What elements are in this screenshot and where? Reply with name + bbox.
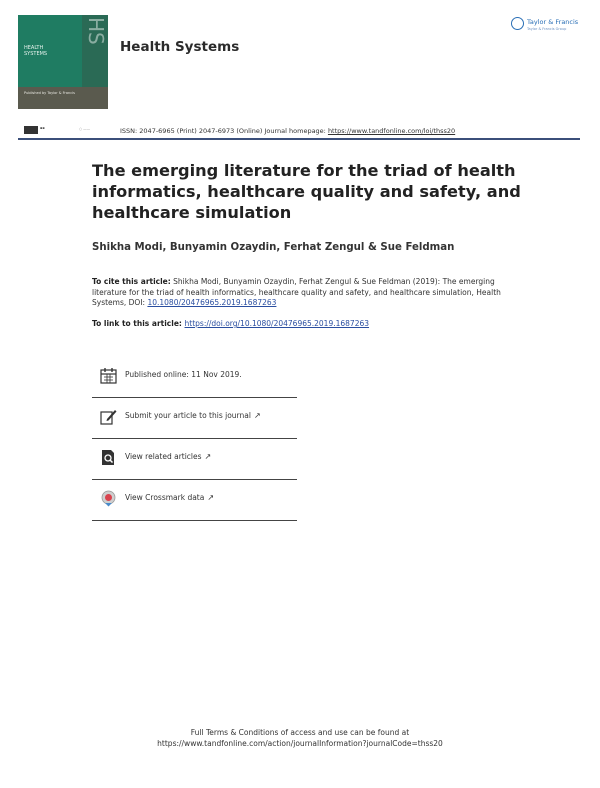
external-link-icon: ↗ xyxy=(204,452,212,461)
submit-article-label-wrap xyxy=(125,411,261,420)
society-logo-icon xyxy=(24,126,38,134)
crossmark-link[interactable] xyxy=(92,480,297,521)
publisher-logo[interactable] xyxy=(511,17,583,37)
submit-article-link[interactable] xyxy=(92,398,297,439)
citation-label: To cite this article: xyxy=(92,277,171,286)
terms-url-link[interactable]: https://www.tandfonline.com/action/journalInformation?journalCode=thss20 xyxy=(157,739,443,748)
link-to-article xyxy=(92,319,369,328)
journal-cover-image xyxy=(18,15,108,109)
terms-footer xyxy=(0,727,600,749)
article-authors: Shikha Modi, Bunyamin Ozaydin, Ferhat Zengul & Sue Feldman xyxy=(92,242,455,253)
cover-title: HEALTH SYSTEMS xyxy=(24,45,48,57)
crossmark-label: View Crossmark data xyxy=(125,493,205,502)
related-articles-label: View related articles xyxy=(125,452,202,461)
external-link-icon: ↗ xyxy=(207,493,215,502)
article-title: The emerging literature for the triad of health informatics, healthcare quality and safety, and healthcare simulation xyxy=(92,161,521,222)
submit-article-label: Submit your article to this journal xyxy=(125,411,251,420)
doi-link[interactable]: 10.1080/20476965.2019.1687263 xyxy=(147,298,277,307)
crossmark-icon xyxy=(100,490,117,507)
edit-icon xyxy=(100,408,117,425)
issn-text: ISSN: 2047-6965 (Print) 2047-6973 (Online) Journal homepage: xyxy=(120,127,328,135)
terms-line: Full Terms & Conditions of access and use can be found at xyxy=(190,728,410,737)
journal-title: Health Systems xyxy=(120,39,240,55)
society-logo-mark: ▪▪ xyxy=(40,126,45,130)
citation-text: Shikha Modi, Bunyamin Ozaydin, Ferhat Zengul & Sue Feldman (2019): The emerging literature for the triad of health informatics, healthcare quality and safety, and healthcare simulation, Health Systems, DOI: xyxy=(92,277,501,307)
article-url-link[interactable]: https://doi.org/10.1080/20476965.2019.1687263 xyxy=(184,319,370,328)
related-articles-link[interactable] xyxy=(92,439,297,480)
calendar-icon xyxy=(100,367,117,384)
link-to-label: To link to this article: xyxy=(92,319,185,328)
document-search-icon xyxy=(100,449,117,466)
related-articles-label-wrap xyxy=(125,452,211,461)
external-link-icon: ↗ xyxy=(253,411,261,420)
publisher-subtitle: Taylor & Francis Group xyxy=(527,27,567,31)
citation-block xyxy=(92,277,512,309)
published-online-text: Published online: 11 Nov 2019. xyxy=(125,370,242,379)
cover-vertical-letters: HS xyxy=(84,17,108,45)
published-online-row xyxy=(92,357,297,398)
partner-logo-icon: ○ —— xyxy=(79,127,91,131)
issn-line xyxy=(120,127,455,135)
crossmark-label-wrap xyxy=(125,493,214,502)
cover-footer-text: Published by Taylor & Francis xyxy=(24,91,75,95)
publisher-name: Taylor & Francis xyxy=(527,18,579,26)
journal-homepage-link[interactable]: https://www.tandfonline.com/loi/thss20 xyxy=(327,127,456,135)
publisher-ring-icon xyxy=(511,17,524,30)
header-rule xyxy=(18,138,580,140)
